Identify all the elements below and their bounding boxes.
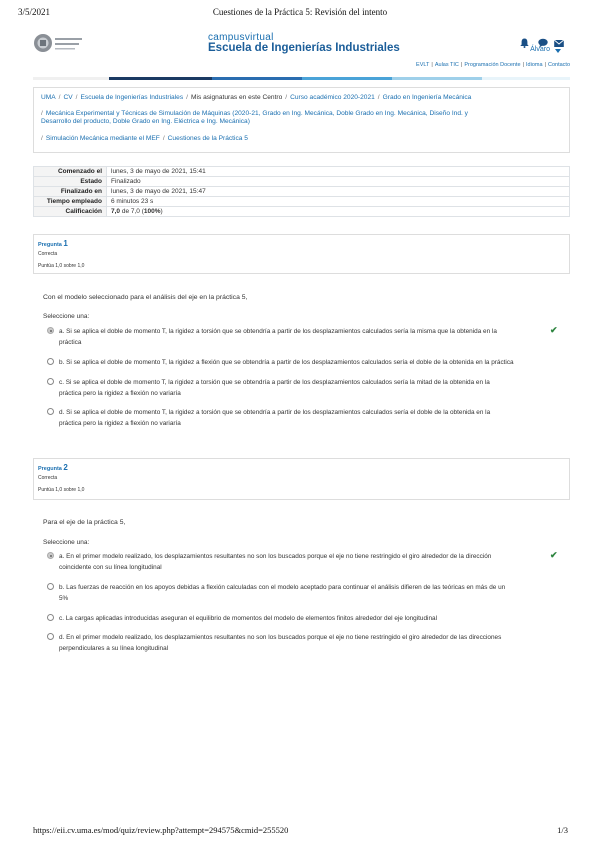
top-links: EVLT | Aulas TIC | Programación Docente | Idioma | Contacto: [416, 62, 570, 68]
print-doc-title: Cuestiones de la Práctica 5: Revisión del intento: [212, 7, 388, 17]
radio-button[interactable]: [47, 327, 54, 334]
breadcrumb-uma[interactable]: UMA: [41, 94, 56, 101]
print-url: https://eii.cv.uma.es/mod/quiz/review.php?attempt=294575&cmid=255520: [33, 825, 289, 835]
question-info-2: [33, 458, 570, 500]
site-brand[interactable]: [208, 32, 400, 54]
answer-prompt-1: Seleccione una:: [43, 313, 90, 320]
summary-key: Comenzado el: [34, 167, 107, 177]
breadcrumb-cuestiones[interactable]: Cuestiones de la Práctica 5: [167, 135, 248, 142]
radio-button[interactable]: [47, 408, 54, 415]
radio-button[interactable]: [47, 552, 54, 559]
question-number: Pregunta 1: [38, 239, 68, 248]
question-text-2: Para el eje de la práctica 5,: [43, 519, 126, 526]
answer-prompt-2: Seleccione una:: [43, 539, 90, 546]
breadcrumb-simulacion[interactable]: Simulación Mecánica mediante el MEF: [45, 135, 160, 142]
summary-value: 7,0 de 7,0 (100%): [107, 207, 570, 217]
breadcrumb-mis-asignaturas: Mis asignaturas en este Centro: [191, 94, 283, 101]
attempt-summary-table: [33, 166, 570, 217]
breadcrumb-asignatura-cont[interactable]: Desarrollo del producto, Doble Grado en Ing. Eléctrica e Ing. Mecánica): [41, 118, 250, 125]
link-contacto[interactable]: Contacto: [547, 62, 570, 68]
question-number: Pregunta 2: [38, 463, 68, 472]
breadcrumb: UMA / CV / Escuela de Ingenierías Industriales / Mis asignaturas en este Centro / Curso académico 2020-2021 / Grado en Ingeniería Mecánica / Mecánica Experimental y Técnicas de Simulación de Máquinas (2020-21, Grado en Ing. Mecánica, Doble Grado en Ing. Mecánica, Diseño Ind. y Desarrollo del producto, Doble Grado en Ing. Eléctrica e Ing. Mecánica) / Simulación Mecánica mediante el MEF / Cuestiones de la Práctica 5: [33, 87, 570, 153]
summary-value: 6 minutos 23 s: [107, 197, 570, 207]
chevron-down-icon[interactable]: [555, 49, 561, 53]
summary-value: Finalizado: [107, 177, 570, 187]
question-info-1: [33, 234, 570, 274]
breadcrumb-escuela[interactable]: Escuela de Ingenierías Industriales: [80, 94, 184, 101]
radio-button[interactable]: [47, 633, 54, 640]
summary-row: [34, 167, 570, 177]
summary-row: [34, 187, 570, 197]
question-text-1: Con el modelo seleccionado para el análisis del eje en la práctica 5,: [43, 294, 248, 301]
breadcrumb-asignatura[interactable]: Mecánica Experimental y Técnicas de Simulación de Máquinas (2020-21, Grado en Ing. Mecánica, Doble Grado en Ing. Mecánica, Diseño Ind. y: [45, 110, 468, 117]
summary-row: [34, 207, 570, 217]
check-icon: ✔: [550, 325, 558, 335]
print-date: 3/5/2021: [18, 7, 51, 17]
link-aulas-tic[interactable]: Aulas TIC: [434, 62, 459, 68]
user-menu-name[interactable]: Álvaro: [530, 46, 550, 53]
header-color-bar: [33, 77, 570, 80]
summary-value: lunes, 3 de mayo de 2021, 15:41: [107, 167, 570, 177]
summary-key: Estado: [34, 177, 107, 187]
link-evlt[interactable]: EVLT: [416, 62, 430, 68]
grade-score: 7,0: [111, 208, 121, 215]
radio-button[interactable]: [47, 358, 54, 365]
radio-button[interactable]: [47, 583, 54, 590]
question-grade: Puntúa 1,0 sobre 1,0: [38, 263, 85, 269]
radio-button[interactable]: [47, 614, 54, 621]
summary-row: [34, 197, 570, 207]
summary-row: [34, 177, 570, 187]
summary-value: lunes, 3 de mayo de 2021, 15:47: [107, 187, 570, 197]
radio-button[interactable]: [47, 378, 54, 385]
summary-key: Tiempo empleado: [34, 197, 107, 207]
link-programacion-docente[interactable]: Programación Docente: [464, 62, 521, 68]
question-grade: Puntúa 1,0 sobre 1,0: [38, 487, 85, 493]
campus-label: campusvirtual: [208, 32, 274, 43]
breadcrumb-grado[interactable]: Grado en Ingeniería Mecánica: [382, 94, 472, 101]
question-state: Correcta: [38, 475, 58, 481]
breadcrumb-cv[interactable]: CV: [63, 94, 73, 101]
grade-percent: 100%: [143, 208, 161, 215]
summary-key: Finalizado en: [34, 187, 107, 197]
summary-key: Calificación: [34, 207, 107, 217]
link-idioma[interactable]: Idioma: [526, 62, 543, 68]
check-icon: ✔: [550, 550, 558, 560]
breadcrumb-curso[interactable]: Curso académico 2020-2021: [290, 94, 375, 101]
school-title: Escuela de Ingenierías Industriales: [208, 42, 400, 54]
bell-icon[interactable]: [520, 35, 529, 53]
print-page-number: 1/3: [557, 825, 568, 835]
university-logo[interactable]: [33, 32, 85, 54]
site-header: [33, 30, 570, 76]
question-state: Correcta: [38, 251, 58, 257]
